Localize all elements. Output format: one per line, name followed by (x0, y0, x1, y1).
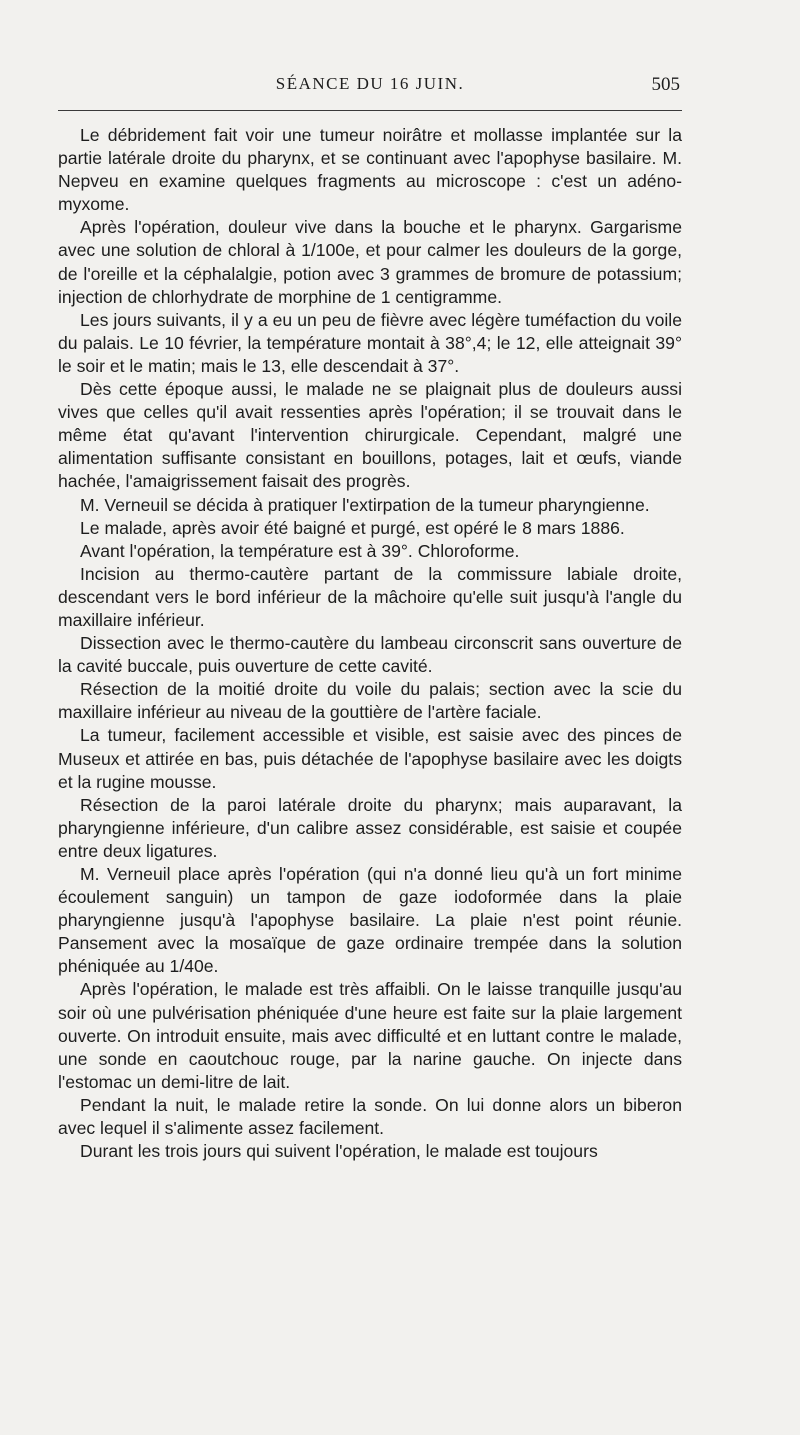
paragraph: Pendant la nuit, le malade retire la sonde. On lui donne alors un biberon avec lequel il s'alimente assez facilement. (58, 1094, 682, 1139)
header-rule (58, 110, 682, 111)
paragraph: Durant les trois jours qui suivent l'opération, le malade est toujours (80, 1141, 598, 1162)
page-number: 505 (651, 74, 680, 95)
page-header (60, 74, 680, 100)
paragraph: Le débridement fait voir une tumeur noirâtre et mollasse implantée sur la partie latérale droite du pharynx, et se continuant avec l'apophyse basilaire. M. Nepveu en examine quelques fragments au microscope : c'est un adéno-myxome. (58, 125, 682, 215)
paragraph: M. Verneuil place après l'opération (qui n'a donné lieu qu'à un fort minime écoulement sanguin) un tampon de gaze iodoformée dans la plaie pharyngienne jusqu'à l'apophyse basilaire. La plaie n'est point réunie. Pansement avec la mosaïque de gaze ordinaire trempée dans la solution phéniquée au 1/40e. (58, 864, 682, 977)
paragraph: Avant l'opération, la température est à 39°. Chloroforme. (80, 540, 520, 561)
paragraph: Incision au thermo-cautère partant de la commissure labiale droite, descendant vers le bord inférieur de la mâchoire qu'elle suit jusqu'à l'angle du maxillaire inférieur. (58, 563, 682, 630)
running-title: SÉANCE DU 16 JUIN. (275, 74, 465, 93)
paragraph: Dissection avec le thermo-cautère du lambeau circonscrit sans ouverture de la cavité buccale, puis ouverture de cette cavité. (58, 633, 682, 677)
paragraph: M. Verneuil se décida à pratiquer l'extirpation de la tumeur pharyngienne. (80, 494, 650, 515)
paragraph: Dès cette époque aussi, le malade ne se plaignait plus de douleurs aussi vives que celles qu'il avait ressenties après l'opération; il se trouvait dans le même état qu'avant l'intervention chirurgicale. Cependant, malgré une alimentation suffisante consistant en bouillons, potages, lait et œufs, viande hachée, l'amaigrissement faisait des progrès. (58, 379, 682, 492)
paragraph: Les jours suivants, il y a eu un peu de fièvre avec légère tuméfaction du voile du palais. Le 10 février, la température montait à 38°,4; le 12, elle atteignait 39° le soir et le matin; mais le 13, elle descendait à 37°. (58, 309, 682, 376)
paragraph: Après l'opération, le malade est très affaibli. On le laisse tranquille jusqu'au soir où une pulvérisation phéniquée d'une heure est faite sur la plaie largement ouverte. On introduit ensuite, mais avec difficulté et en luttant contre le malade, une sonde en caoutchouc rouge, par la narine gauche. On injecte dans l'estomac un demi-litre de lait. (58, 979, 682, 1092)
paragraph: La tumeur, facilement accessible et visible, est saisie avec des pinces de Museux et attirée en bas, puis détachée de l'apophyse basilaire avec les doigts et la rugine mousse. (58, 725, 682, 792)
paragraph: Résection de la moitié droite du voile du palais; section avec la scie du maxillaire inférieur au niveau de la gouttière de l'artère faciale. (58, 679, 682, 723)
body-text (58, 124, 682, 1163)
paragraph: Après l'opération, douleur vive dans la bouche et le pharynx. Gargarisme avec une solution de chloral à 1/100e, et pour calmer les douleurs de la gorge, de l'oreille et la céphalalgie, potion avec 3 grammes de bromure de potassium; injection de chlorhydrate de morphine de 1 centigramme. (58, 217, 682, 307)
paragraph: Résection de la paroi latérale droite du pharynx; mais auparavant, la pharyngienne inférieure, d'un calibre assez considérable, est saisie et coupée entre deux ligatures. (58, 794, 682, 861)
paragraph: Le malade, après avoir été baigné et purgé, est opéré le 8 mars 1886. (80, 517, 625, 538)
